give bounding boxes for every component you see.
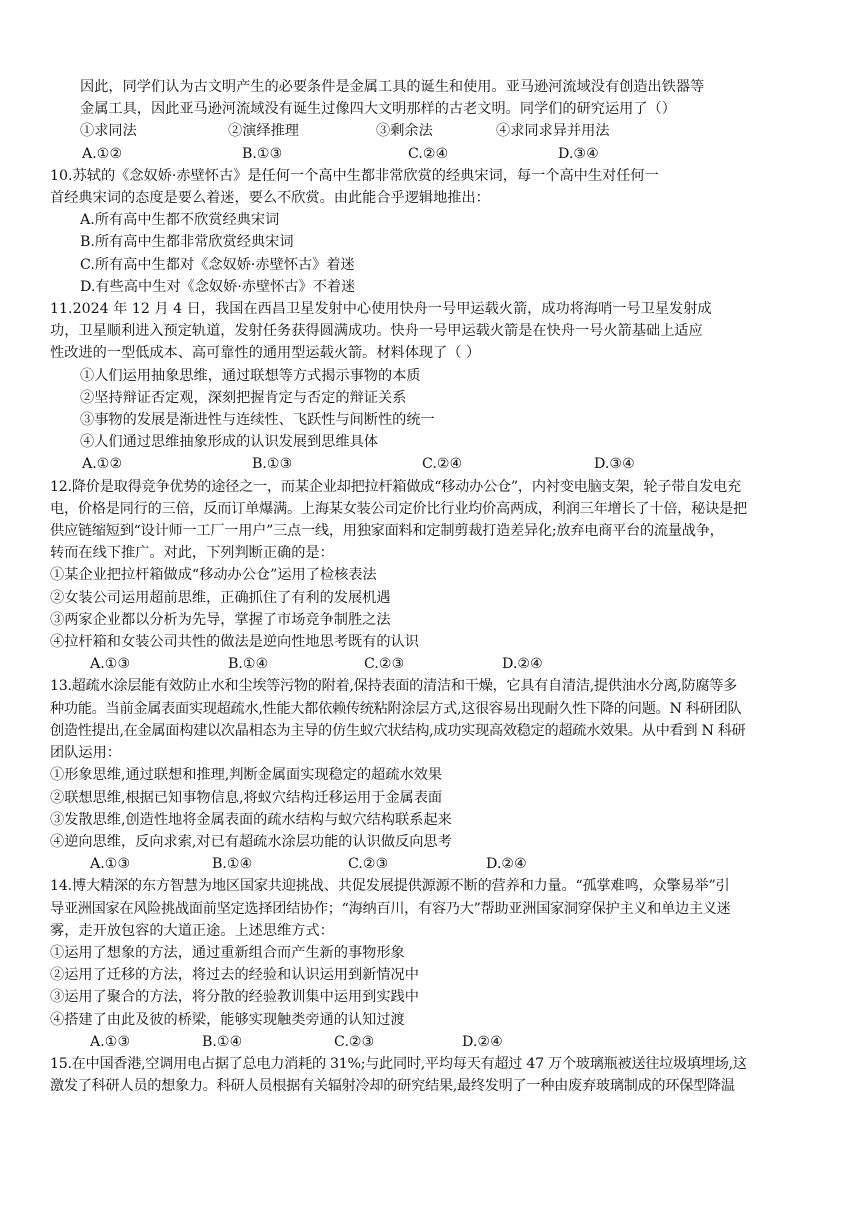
stem-line: 功，卫星顺利进入预定轨道，发射任务获得圆满成功。快舟一号甲运载火箭是在快舟一号火箭基础上适应 xyxy=(50,323,703,340)
stem-line: 雾，走开放包容的大道正途。上述思维方式： xyxy=(50,922,334,939)
choice-c[interactable]: C.②③ xyxy=(364,656,405,673)
option-statement: ③运用了聚合的方法，将分散的经验教训集中运用到实践中 xyxy=(50,989,419,1006)
choice-b[interactable]: B.①③ xyxy=(242,145,283,162)
choice-d[interactable]: D.③④ xyxy=(558,145,599,162)
choice-a[interactable]: A.①③ xyxy=(90,656,131,673)
option-statement: ④求同求异并用法 xyxy=(496,123,610,140)
option-statement: ②运用了迁移的方法，将过去的经验和认识运用到新情况中 xyxy=(50,967,419,984)
stem-line: 团队运用： xyxy=(50,745,121,762)
option-statement: ④人们通过思维抽象形成的认识发展到思维具体 xyxy=(80,434,378,451)
stem-line: 12.降价是取得竞争优势的途径之一，而某企业却把拉杆箱做成“移动办公仓”，内衬变电脑支架，轮子带自发电充 xyxy=(50,478,741,495)
question-14 xyxy=(50,875,800,1053)
question-13 xyxy=(50,675,800,875)
choice-a[interactable]: A.①② xyxy=(82,456,123,473)
choice-b[interactable]: B.①③ xyxy=(252,456,293,473)
stem-line: 14.博大精深的东方智慧为地区国家共迎挑战、共促发展提供源源不断的营养和力量。“孤掌难鸣，众擎易举”引 xyxy=(50,878,730,895)
option-statement: ②坚持辩证否定观，深刻把握肯定与否定的辩证关系 xyxy=(80,389,407,406)
stem-line: 金属工具，因此亚马逊河流域没有诞生过像四大文明那样的古老文明。同学们的研究运用了（） xyxy=(80,101,676,118)
option-statement: ①形象思维,通过联想和推理,判断金属面实现稳定的超疏水效果 xyxy=(50,767,443,784)
stem-line: 创造性提出,在金属面构建以次晶相态为主导的仿生蚁穴状结构,成功实现高效稳定的超疏水效果。从中看到 N 科研 xyxy=(50,722,746,739)
stem-line: 10.苏轼的《念奴娇·赤壁怀古》是任何一个高中生都非常欣赏的经典宋词，每一个高中生对任何一 xyxy=(50,167,659,184)
stem-line: 性改进的一型低成本、高可靠性的通用型运载火箭。材料体现了（ ） xyxy=(50,345,481,362)
stem-line: 13.超疏水涂层能有效防止水和尘埃等污物的附着,保持表面的清洁和干燥，它具有自清洁,提供油水分离,防腐等多 xyxy=(50,678,738,695)
option-statement: ①求同法 xyxy=(80,123,137,140)
stem-line: 电，价格是同行的三倍，反而订单爆满。上海某女装公司定价比行业均价高两成，利润三年增长了十倍，秘诀是把 xyxy=(50,500,747,517)
question-block xyxy=(50,76,800,1097)
choice-c[interactable]: C.②④ xyxy=(422,456,463,473)
option-statement: ①人们运用抽象思维，通过联想等方式揭示事物的本质 xyxy=(80,367,421,384)
answer-choices xyxy=(50,653,800,675)
answer-choices xyxy=(50,853,800,875)
option-statement: ②演绎推理 xyxy=(228,123,299,140)
choice-a[interactable]: A.①③ xyxy=(90,856,131,873)
stem-line: 种功能。当前金属表面实现超疏水,性能大都依赖传统粘附涂层方式,这很容易出现耐久性下降的问题。N 科研团队 xyxy=(50,700,742,717)
choice-d[interactable]: D.②④ xyxy=(486,856,527,873)
option-statement: ④逆向思维，反向求索,对已有超疏水涂层功能的认识做反向思考 xyxy=(50,833,452,850)
answer-choices xyxy=(50,453,800,475)
choice-a[interactable]: A.①② xyxy=(82,145,123,162)
option-statement: ①运用了想象的方法，通过重新组合而产生新的事物形象 xyxy=(50,944,405,961)
question-11 xyxy=(50,298,800,476)
choice-c[interactable]: C.②③ xyxy=(334,1033,375,1050)
question-12 xyxy=(50,476,800,676)
option-statement: ②女装公司运用超前思维，正确抓住了有利的发展机遇 xyxy=(50,589,391,606)
question-9 xyxy=(80,76,800,165)
option-statement: ①某企业把拉杆箱做成“移动办公仓”运用了检核表法 xyxy=(50,567,377,584)
option-statement: ②联想思维,根据已知事物信息,将蚁穴结构迁移运用于金属表面 xyxy=(50,789,443,806)
stem-line: 转而在线下推广。对此，下列判断正确的是： xyxy=(50,545,334,562)
choice-a[interactable]: A.①③ xyxy=(90,1033,131,1050)
stem-line: 供应链缩短到“设计师一工厂一用户”三点一线，用独家面料和定制剪裁打造差异化;放弃电商平台的流量战争， xyxy=(50,523,724,540)
stem-line: 激发了科研人员的想象力。科研人员根据有关辐射冷却的研究结果,最终发明了一种由废弃玻璃制成的环保型降温 xyxy=(50,1078,735,1095)
option-statement: ③剩余法 xyxy=(376,123,433,140)
option-statement: ③事物的发展是渐进性与连续性、飞跃性与间断性的统一 xyxy=(80,412,435,429)
choice-d[interactable]: D.③④ xyxy=(594,456,635,473)
answer-choices xyxy=(50,1031,800,1053)
stem-line: 15.在中国香港,空调用电占据了总电力消耗的 31%;与此同时,平均每天有超过 47 万个玻璃瓶被送往垃圾填埋场,这 xyxy=(50,1055,747,1072)
question-10 xyxy=(50,165,800,298)
question-15 xyxy=(50,1053,800,1097)
option-statement: ④搭建了由此及彼的桥梁，能够实现触类旁通的认知过渡 xyxy=(50,1011,405,1028)
option-statement: ④拉杆箱和女装公司共性的做法是逆向性地思考既有的认识 xyxy=(50,634,419,651)
choice-d[interactable]: D.有些高中生对《念奴娇·赤壁怀古》不着迷 xyxy=(80,278,356,295)
choice-c[interactable]: C.所有高中生都对《念奴娇·赤壁怀古》着迷 xyxy=(80,256,355,273)
choice-c[interactable]: C.②③ xyxy=(348,856,389,873)
choice-d[interactable]: D.②④ xyxy=(462,1033,503,1050)
choice-b[interactable]: B.所有高中生都非常欣赏经典宋词 xyxy=(80,234,294,251)
stem-line: 首经典宋词的态度是要么着迷，要么不欣赏。由此能合乎逻辑地推出： xyxy=(50,190,490,207)
choice-b[interactable]: B.①④ xyxy=(212,856,253,873)
choice-b[interactable]: B.①④ xyxy=(228,656,269,673)
stem-line: 11.2024 年 12 月 4 日，我国在西昌卫星发射中心使用快舟一号甲运载火箭，成功将海哨一号卫星发射成 xyxy=(50,301,712,318)
option-statement: ③两家企业都以分析为先导，掌握了市场竞争制胜之法 xyxy=(50,611,391,628)
stem-line: 因此，同学们认为古文明产生的必要条件是金属工具的诞生和使用。亚马逊河流域没有创造出铁器等 xyxy=(80,79,705,95)
option-statements xyxy=(80,120,800,142)
choice-c[interactable]: C.②④ xyxy=(408,145,449,162)
choice-a[interactable]: A.所有高中生都不欣赏经典宋词 xyxy=(80,212,280,229)
option-statement: ③发散思维,创造性地将金属表面的疏水结构与蚁穴结构联系起来 xyxy=(50,811,452,828)
choice-b[interactable]: B.①④ xyxy=(202,1033,243,1050)
stem-line: 导亚洲国家在风险挑战面前坚定选择团结协作；“海纳百川，有容乃大”帮助亚洲国家洞穿保护主义和单边主义迷 xyxy=(50,900,731,917)
answer-choices xyxy=(80,143,800,165)
choice-d[interactable]: D.②④ xyxy=(502,656,543,673)
